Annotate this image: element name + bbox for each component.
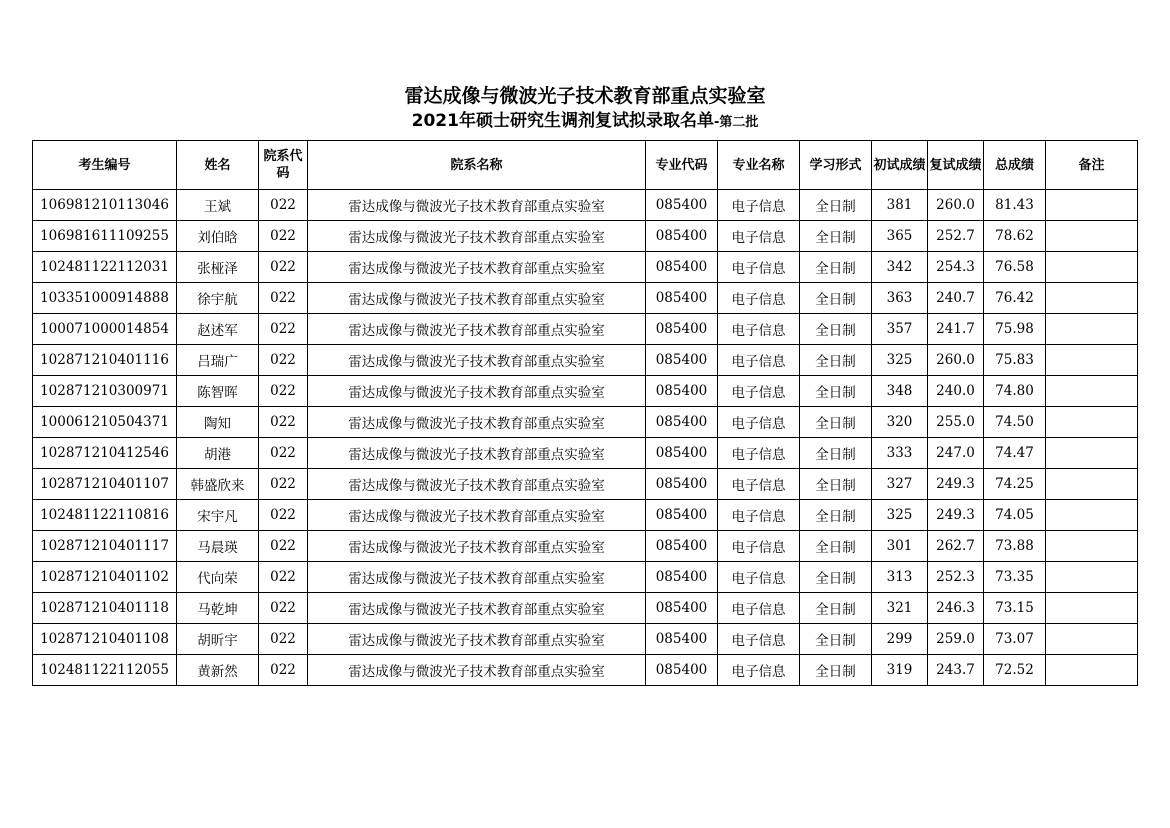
major-name-cell: 电子信息 (718, 252, 800, 283)
total-score-cell: 73.88 (984, 531, 1046, 562)
total-score-cell: 73.15 (984, 593, 1046, 624)
col-name-header: 姓名 (177, 141, 259, 190)
col-total-score-header: 总成绩 (984, 141, 1046, 190)
col-dept-code-header: 院系代码 (259, 141, 308, 190)
retest-score-cell: 252.7 (928, 221, 984, 252)
table-row (33, 190, 1138, 221)
remarks-cell (1046, 283, 1138, 314)
dept-name-cell: 雷达成像与微波光子技术教育部重点实验室 (308, 624, 646, 655)
total-score-cell: 76.42 (984, 283, 1046, 314)
study-mode-cell: 全日制 (800, 314, 872, 345)
remarks-cell (1046, 593, 1138, 624)
initial-score-cell: 325 (872, 345, 928, 376)
retest-score-cell: 249.3 (928, 500, 984, 531)
major-name-cell: 电子信息 (718, 221, 800, 252)
initial-score-cell: 320 (872, 407, 928, 438)
major-code-cell: 085400 (646, 221, 718, 252)
name-cell: 赵述军 (177, 314, 259, 345)
col-study-mode-header: 学习形式 (800, 141, 872, 190)
candidate-id-cell: 102481122110816 (33, 500, 177, 531)
candidate-id-cell: 102871210401116 (33, 345, 177, 376)
major-name-cell: 电子信息 (718, 190, 800, 221)
major-name-cell: 电子信息 (718, 469, 800, 500)
remarks-cell (1046, 221, 1138, 252)
initial-score-cell: 319 (872, 655, 928, 686)
initial-score-cell: 313 (872, 562, 928, 593)
remarks-cell (1046, 376, 1138, 407)
initial-score-cell: 301 (872, 531, 928, 562)
admission-table (32, 140, 1138, 686)
table-row (33, 562, 1138, 593)
major-name-cell: 电子信息 (718, 562, 800, 593)
total-score-cell: 74.50 (984, 407, 1046, 438)
major-name-cell: 电子信息 (718, 283, 800, 314)
name-cell: 吕瑞广 (177, 345, 259, 376)
initial-score-cell: 357 (872, 314, 928, 345)
remarks-cell (1046, 190, 1138, 221)
dept-name-cell: 雷达成像与微波光子技术教育部重点实验室 (308, 655, 646, 686)
major-code-cell: 085400 (646, 190, 718, 221)
dept-name-cell: 雷达成像与微波光子技术教育部重点实验室 (308, 190, 646, 221)
candidate-id-cell: 102871210401118 (33, 593, 177, 624)
study-mode-cell: 全日制 (800, 190, 872, 221)
dept-code-cell: 022 (259, 438, 308, 469)
remarks-cell (1046, 438, 1138, 469)
retest-score-cell: 259.0 (928, 624, 984, 655)
study-mode-cell: 全日制 (800, 469, 872, 500)
dept-name-cell: 雷达成像与微波光子技术教育部重点实验室 (308, 407, 646, 438)
candidate-id-cell: 103351000914888 (33, 283, 177, 314)
name-cell: 徐宇航 (177, 283, 259, 314)
col-remarks-header: 备注 (1046, 141, 1138, 190)
name-cell: 马晨瑛 (177, 531, 259, 562)
candidate-id-cell: 102871210401107 (33, 469, 177, 500)
remarks-cell (1046, 469, 1138, 500)
study-mode-cell: 全日制 (800, 655, 872, 686)
table-row (33, 500, 1138, 531)
col-initial-score-header: 初试成绩 (872, 141, 928, 190)
table-body (33, 190, 1138, 686)
subtitle-main: 2021年硕士研究生调剂复试拟录取名单 (411, 111, 714, 131)
candidate-id-cell: 102871210300971 (33, 376, 177, 407)
major-code-cell: 085400 (646, 345, 718, 376)
table-row (33, 469, 1138, 500)
remarks-cell (1046, 407, 1138, 438)
total-score-cell: 74.05 (984, 500, 1046, 531)
remarks-cell (1046, 624, 1138, 655)
initial-score-cell: 321 (872, 593, 928, 624)
study-mode-cell: 全日制 (800, 531, 872, 562)
dept-name-cell: 雷达成像与微波光子技术教育部重点实验室 (308, 469, 646, 500)
candidate-id-cell: 102481122112031 (33, 252, 177, 283)
remarks-cell (1046, 562, 1138, 593)
study-mode-cell: 全日制 (800, 345, 872, 376)
total-score-cell: 74.47 (984, 438, 1046, 469)
dept-name-cell: 雷达成像与微波光子技术教育部重点实验室 (308, 562, 646, 593)
initial-score-cell: 325 (872, 500, 928, 531)
major-name-cell: 电子信息 (718, 655, 800, 686)
major-code-cell: 085400 (646, 593, 718, 624)
remarks-cell (1046, 252, 1138, 283)
dept-name-cell: 雷达成像与微波光子技术教育部重点实验室 (308, 531, 646, 562)
table-row (33, 252, 1138, 283)
dept-name-cell: 雷达成像与微波光子技术教育部重点实验室 (308, 593, 646, 624)
table-row (33, 376, 1138, 407)
name-cell: 宋宇凡 (177, 500, 259, 531)
study-mode-cell: 全日制 (800, 283, 872, 314)
dept-code-cell: 022 (259, 345, 308, 376)
candidate-id-cell: 102871210401117 (33, 531, 177, 562)
dept-code-cell: 022 (259, 407, 308, 438)
table-row (33, 407, 1138, 438)
name-cell: 马乾坤 (177, 593, 259, 624)
study-mode-cell: 全日制 (800, 376, 872, 407)
study-mode-cell: 全日制 (800, 562, 872, 593)
retest-score-cell: 260.0 (928, 190, 984, 221)
dept-name-cell: 雷达成像与微波光子技术教育部重点实验室 (308, 314, 646, 345)
dept-name-cell: 雷达成像与微波光子技术教育部重点实验室 (308, 500, 646, 531)
name-cell: 黄新然 (177, 655, 259, 686)
total-score-cell: 81.43 (984, 190, 1046, 221)
candidate-id-cell: 106981210113046 (33, 190, 177, 221)
table-row (33, 593, 1138, 624)
initial-score-cell: 381 (872, 190, 928, 221)
dept-code-cell: 022 (259, 500, 308, 531)
major-code-cell: 085400 (646, 624, 718, 655)
major-name-cell: 电子信息 (718, 345, 800, 376)
candidate-id-cell: 106981611109255 (33, 221, 177, 252)
major-name-cell: 电子信息 (718, 376, 800, 407)
study-mode-cell: 全日制 (800, 593, 872, 624)
name-cell: 王斌 (177, 190, 259, 221)
initial-score-cell: 342 (872, 252, 928, 283)
dept-code-cell: 022 (259, 593, 308, 624)
table-row (33, 438, 1138, 469)
document-title: 雷达成像与微波光子技术教育部重点实验室 (404, 85, 766, 107)
remarks-cell (1046, 531, 1138, 562)
col-candidate-id-header: 考生编号 (33, 141, 177, 190)
table-row (33, 221, 1138, 252)
document-subtitle (0, 109, 1170, 135)
dept-code-cell: 022 (259, 469, 308, 500)
retest-score-cell: 262.7 (928, 531, 984, 562)
total-score-cell: 72.52 (984, 655, 1046, 686)
initial-score-cell: 365 (872, 221, 928, 252)
retest-score-cell: 241.7 (928, 314, 984, 345)
study-mode-cell: 全日制 (800, 221, 872, 252)
major-name-cell: 电子信息 (718, 438, 800, 469)
table-row (33, 345, 1138, 376)
dept-code-cell: 022 (259, 252, 308, 283)
dept-name-cell: 雷达成像与微波光子技术教育部重点实验室 (308, 345, 646, 376)
name-cell: 韩盛欣来 (177, 469, 259, 500)
retest-score-cell: 243.7 (928, 655, 984, 686)
dept-code-cell: 022 (259, 376, 308, 407)
name-cell: 陈智晖 (177, 376, 259, 407)
dept-name-cell: 雷达成像与微波光子技术教育部重点实验室 (308, 438, 646, 469)
major-code-cell: 085400 (646, 438, 718, 469)
retest-score-cell: 240.7 (928, 283, 984, 314)
remarks-cell (1046, 314, 1138, 345)
total-score-cell: 75.98 (984, 314, 1046, 345)
name-cell: 胡昕宇 (177, 624, 259, 655)
major-code-cell: 085400 (646, 376, 718, 407)
remarks-cell (1046, 500, 1138, 531)
study-mode-cell: 全日制 (800, 252, 872, 283)
study-mode-cell: 全日制 (800, 500, 872, 531)
dept-code-cell: 022 (259, 655, 308, 686)
dept-code-cell: 022 (259, 314, 308, 345)
total-score-cell: 73.07 (984, 624, 1046, 655)
candidate-id-cell: 100071000014854 (33, 314, 177, 345)
retest-score-cell: 254.3 (928, 252, 984, 283)
initial-score-cell: 327 (872, 469, 928, 500)
major-code-cell: 085400 (646, 283, 718, 314)
total-score-cell: 75.83 (984, 345, 1046, 376)
table-row (33, 624, 1138, 655)
total-score-cell: 74.80 (984, 376, 1046, 407)
major-code-cell: 085400 (646, 469, 718, 500)
study-mode-cell: 全日制 (800, 407, 872, 438)
candidate-id-cell: 102871210401108 (33, 624, 177, 655)
total-score-cell: 76.58 (984, 252, 1046, 283)
table-row (33, 283, 1138, 314)
dept-code-cell: 022 (259, 624, 308, 655)
dept-code-cell: 022 (259, 531, 308, 562)
total-score-cell: 73.35 (984, 562, 1046, 593)
col-retest-score-header: 复试成绩 (928, 141, 984, 190)
name-cell: 刘伯晗 (177, 221, 259, 252)
name-cell: 陶知 (177, 407, 259, 438)
total-score-cell: 78.62 (984, 221, 1046, 252)
retest-score-cell: 247.0 (928, 438, 984, 469)
dept-name-cell: 雷达成像与微波光子技术教育部重点实验室 (308, 252, 646, 283)
name-cell: 张桠泽 (177, 252, 259, 283)
major-code-cell: 085400 (646, 655, 718, 686)
major-name-cell: 电子信息 (718, 531, 800, 562)
dept-name-cell: 雷达成像与微波光子技术教育部重点实验室 (308, 376, 646, 407)
major-name-cell: 电子信息 (718, 407, 800, 438)
name-cell: 代向荣 (177, 562, 259, 593)
major-name-cell: 电子信息 (718, 500, 800, 531)
retest-score-cell: 240.0 (928, 376, 984, 407)
major-code-cell: 085400 (646, 407, 718, 438)
dept-code-cell: 022 (259, 283, 308, 314)
initial-score-cell: 348 (872, 376, 928, 407)
major-name-cell: 电子信息 (718, 624, 800, 655)
retest-score-cell: 255.0 (928, 407, 984, 438)
dept-name-cell: 雷达成像与微波光子技术教育部重点实验室 (308, 221, 646, 252)
initial-score-cell: 299 (872, 624, 928, 655)
retest-score-cell: 249.3 (928, 469, 984, 500)
dept-code-cell: 022 (259, 221, 308, 252)
major-code-cell: 085400 (646, 500, 718, 531)
table-row (33, 655, 1138, 686)
study-mode-cell: 全日制 (800, 438, 872, 469)
dept-name-cell: 雷达成像与微波光子技术教育部重点实验室 (308, 283, 646, 314)
table-header-row (33, 141, 1138, 190)
major-code-cell: 085400 (646, 314, 718, 345)
initial-score-cell: 333 (872, 438, 928, 469)
dept-code-cell: 022 (259, 190, 308, 221)
total-score-cell: 74.25 (984, 469, 1046, 500)
retest-score-cell: 252.3 (928, 562, 984, 593)
col-major-name-header: 专业名称 (718, 141, 800, 190)
table-row (33, 314, 1138, 345)
col-dept-name-header: 院系名称 (308, 141, 646, 190)
table-row (33, 531, 1138, 562)
initial-score-cell: 363 (872, 283, 928, 314)
major-name-cell: 电子信息 (718, 593, 800, 624)
candidate-id-cell: 102481122112055 (33, 655, 177, 686)
major-code-cell: 085400 (646, 531, 718, 562)
remarks-cell (1046, 345, 1138, 376)
col-major-code-header: 专业代码 (646, 141, 718, 190)
subtitle-batch: -第二批 (713, 115, 759, 130)
retest-score-cell: 260.0 (928, 345, 984, 376)
candidate-id-cell: 102871210412546 (33, 438, 177, 469)
dept-code-cell: 022 (259, 562, 308, 593)
candidate-id-cell: 102871210401102 (33, 562, 177, 593)
major-name-cell: 电子信息 (718, 314, 800, 345)
retest-score-cell: 246.3 (928, 593, 984, 624)
study-mode-cell: 全日制 (800, 624, 872, 655)
remarks-cell (1046, 655, 1138, 686)
name-cell: 胡港 (177, 438, 259, 469)
major-code-cell: 085400 (646, 562, 718, 593)
candidate-id-cell: 100061210504371 (33, 407, 177, 438)
major-code-cell: 085400 (646, 252, 718, 283)
